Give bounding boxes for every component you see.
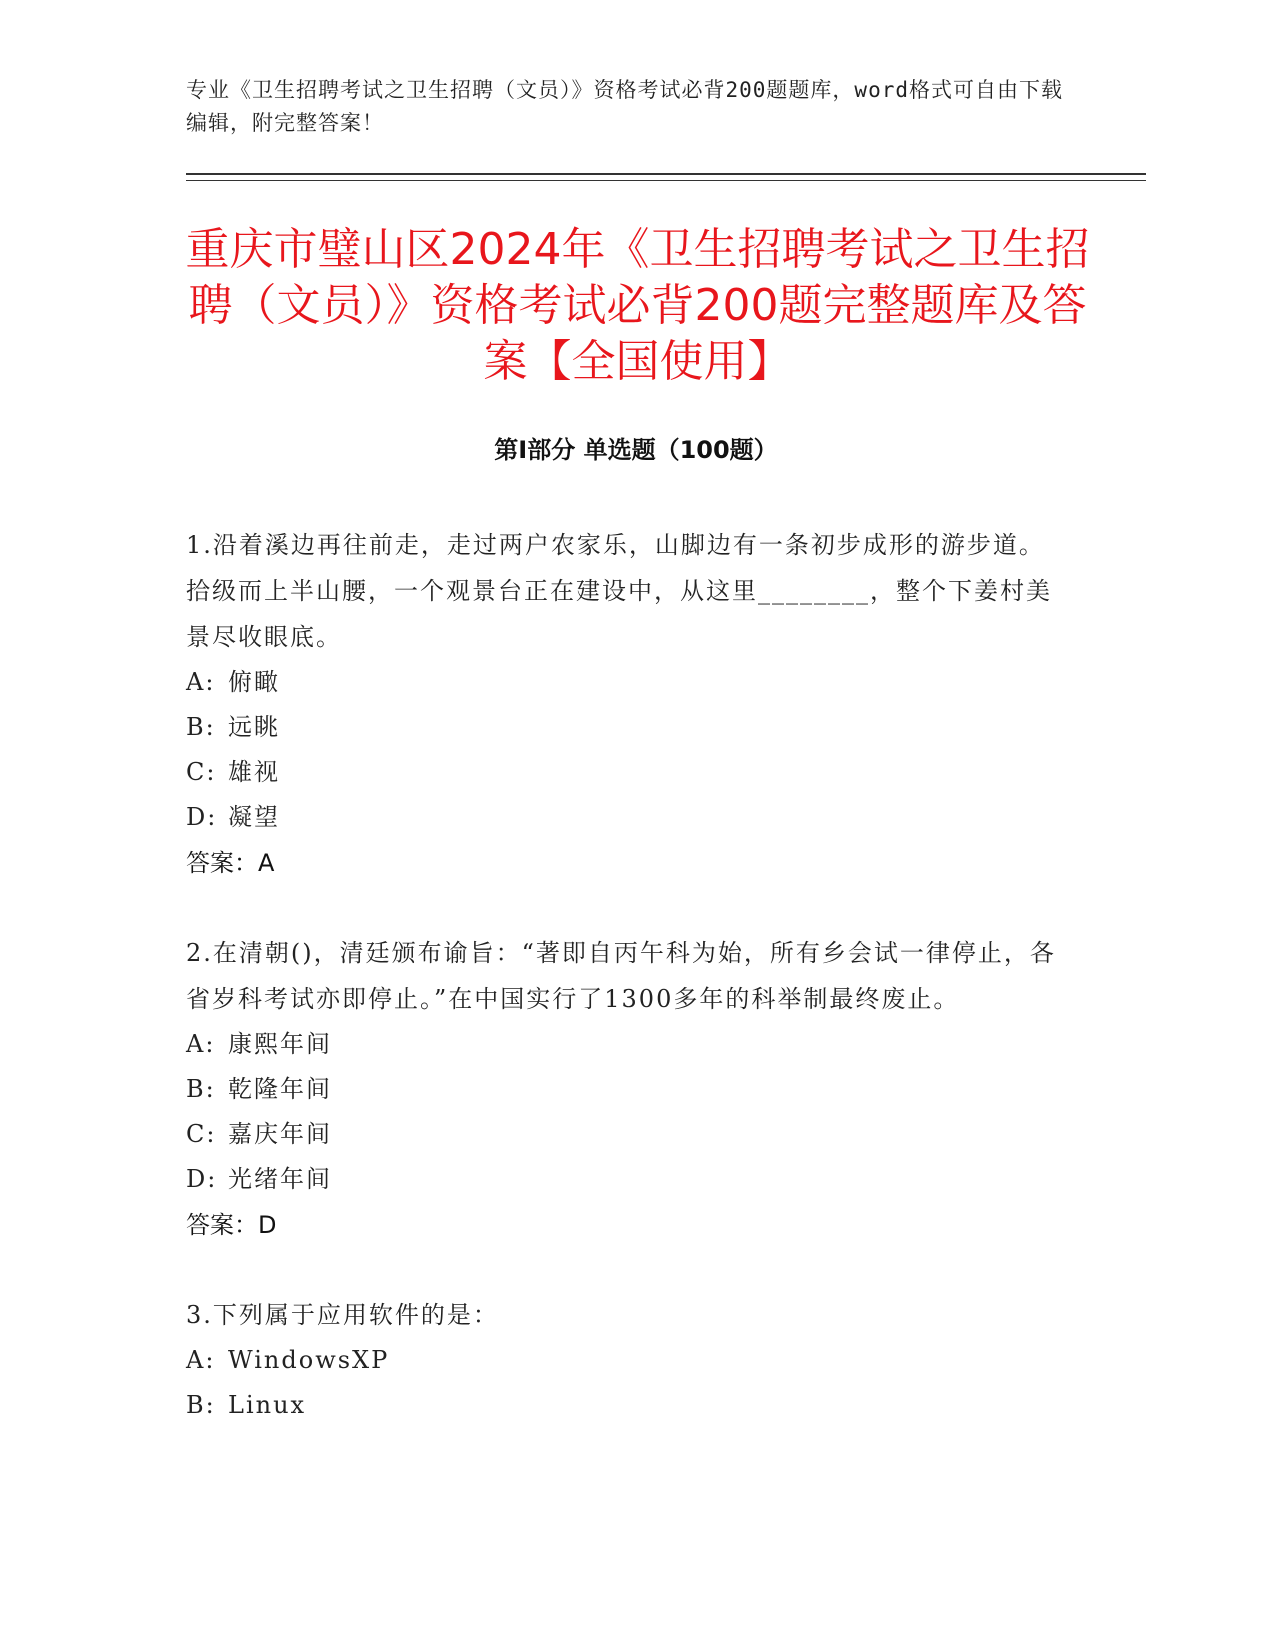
- answer-line: 答案：D: [186, 1211, 277, 1239]
- question-list: [186, 522, 1066, 1472]
- option-text: 远眺: [228, 713, 280, 741]
- option-d: [186, 1157, 1066, 1202]
- answer-line: 答案：A: [186, 849, 275, 877]
- option-text: WindowsXP: [228, 1346, 390, 1374]
- option-key: B:: [186, 1391, 216, 1419]
- option-key: D:: [186, 1165, 218, 1193]
- option-d: [186, 795, 1066, 840]
- question-stem: 3.下列属于应用软件的是：: [186, 1301, 499, 1329]
- option-text: 乾隆年间: [228, 1075, 332, 1103]
- option-text: 俯瞰: [228, 668, 280, 696]
- option-b: [186, 1067, 1066, 1112]
- option-a: [186, 660, 1066, 705]
- option-text: Linux: [228, 1391, 307, 1419]
- header-rule-thick: [186, 173, 1146, 175]
- question-stem: 2.在清朝()，清廷颁布谕旨：“著即自丙午科为始，所有乡会试一律停止，各省岁科考试亦即停止。”在中国实行了1300多年的科举制最终废止。: [186, 939, 1056, 1013]
- option-b: [186, 705, 1066, 750]
- option-a: [186, 1338, 1066, 1383]
- option-text: 凝望: [228, 803, 280, 831]
- option-key: B:: [186, 713, 216, 741]
- header-rule-thin: [186, 180, 1146, 181]
- question-stem: 1.沿着溪边再往前走，走过两户农家乐，山脚边有一条初步成形的游步道。拾级而上半山腰，一个观景台正在建设中，从这里________，整个下姜村美景尽收眼底。: [186, 531, 1052, 651]
- option-key: A:: [186, 1030, 216, 1058]
- question-2: [186, 930, 1066, 1248]
- option-text: 光绪年间: [228, 1165, 332, 1193]
- option-key: A:: [186, 1346, 216, 1374]
- option-key: C:: [186, 758, 217, 786]
- option-key: D:: [186, 803, 218, 831]
- section-heading: 第Ⅰ部分 单选题（100题）: [494, 436, 778, 464]
- option-text: 康熙年间: [228, 1030, 332, 1058]
- option-a: [186, 1022, 1066, 1067]
- header-note: 专业《卫生招聘考试之卫生招聘（文员）》资格考试必背200题题库，word格式可自由下载编辑，附完整答案！: [186, 78, 1063, 135]
- option-text: 雄视: [228, 758, 280, 786]
- option-text: 嘉庆年间: [228, 1120, 332, 1148]
- option-key: A:: [186, 668, 216, 696]
- document-title: 重庆市璧山区2024年《卫生招聘考试之卫生招聘（文员）》资格考试必背200题完整题库及答案【全国使用】: [185, 224, 1090, 387]
- option-c: [186, 1112, 1066, 1157]
- option-key: C:: [186, 1120, 217, 1148]
- option-key: B:: [186, 1075, 216, 1103]
- option-c: [186, 750, 1066, 795]
- option-b: [186, 1383, 1066, 1428]
- question-1: [186, 522, 1066, 886]
- question-3: [186, 1292, 1066, 1428]
